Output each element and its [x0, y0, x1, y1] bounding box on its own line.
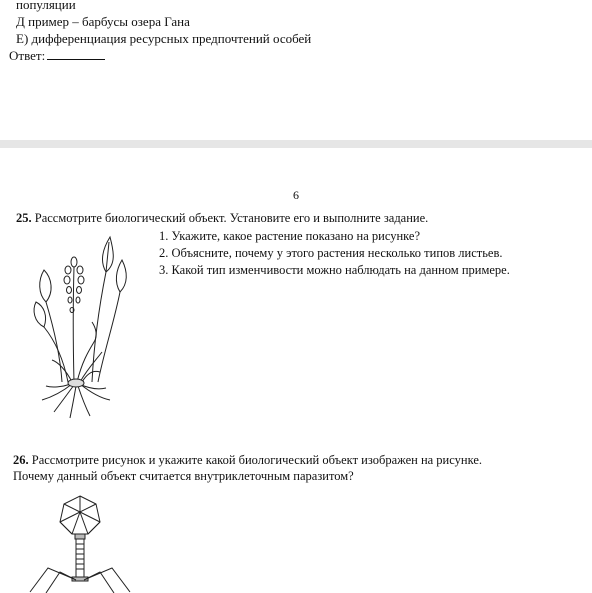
question-26-number: 26.	[13, 453, 29, 467]
bacteriophage-illustration	[24, 492, 136, 593]
question-25-number: 25.	[16, 211, 32, 225]
question-26-text: Рассмотрите рисунок и укажите какой биологический объект изображен на рисунке.	[31, 453, 483, 467]
page-number: 6	[293, 188, 299, 202]
question-25	[16, 211, 428, 226]
page-separator	[0, 140, 592, 148]
question-25-item-1: 1. Укажите, какое растение показано на рисунке?	[159, 229, 421, 243]
answer-label: Ответ:	[9, 48, 46, 63]
question-25-text: Рассмотрите биологический объект. Установите его и выполните задание.	[34, 211, 429, 225]
question-25-item-2: 2. Объясните, почему у этого растения несколько типов листьев.	[159, 246, 503, 260]
page-top	[0, 0, 592, 140]
question-26-line-2: Почему данный объект считается внутриклеточным паразитом?	[13, 469, 354, 483]
question-25-item-3: 3. Какой тип изменчивости можно наблюдать на данном примере.	[159, 263, 510, 277]
text-line-example: Д пример – барбусы озера Гана	[16, 14, 190, 29]
answer-blank[interactable]	[47, 49, 105, 60]
text-line-differentiation: Е) дифференциация ресурсных предпочтений особей	[16, 31, 312, 46]
answer-row	[9, 48, 105, 63]
question-26-line-1	[13, 453, 482, 468]
text-line-populations: популяции	[16, 0, 76, 12]
plant-illustration	[22, 232, 140, 422]
